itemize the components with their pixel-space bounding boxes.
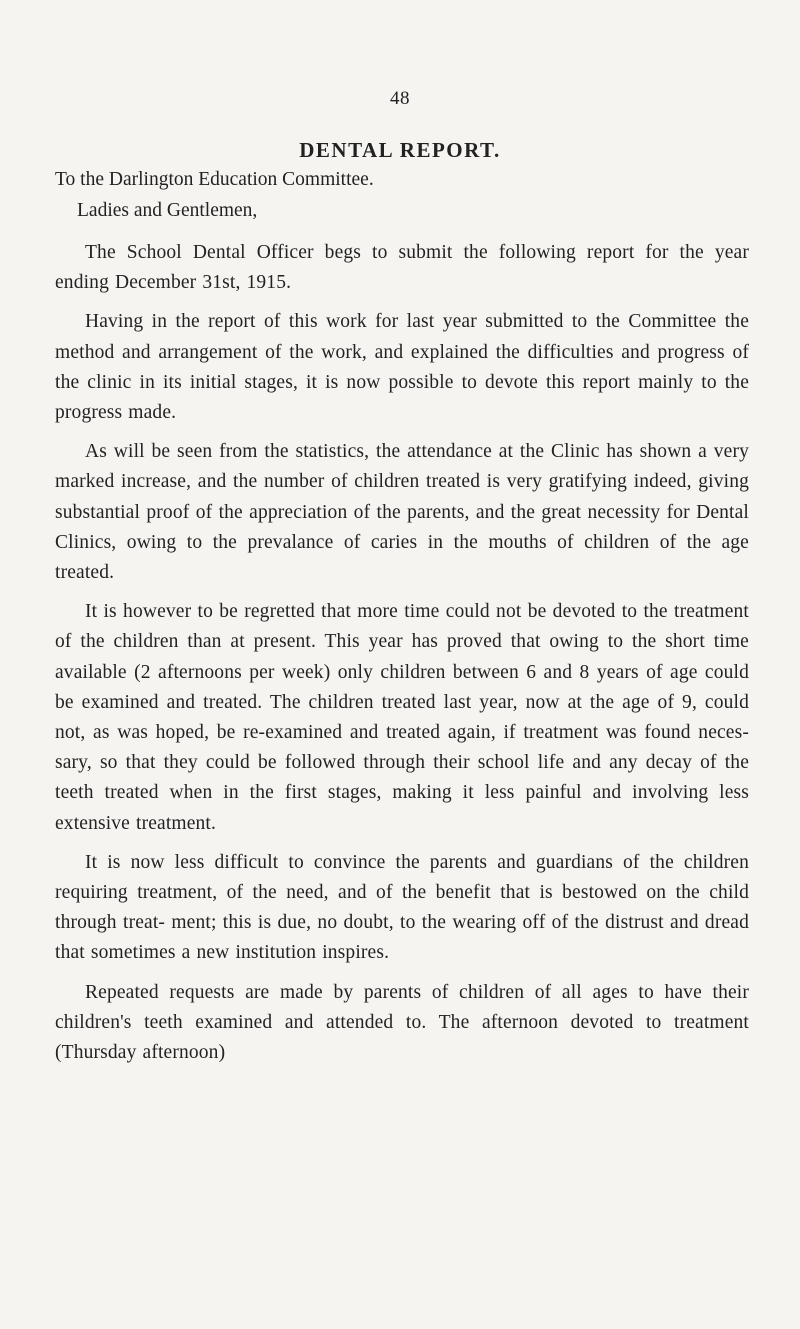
addressee-line: To the Darlington Education Committee. bbox=[55, 169, 374, 190]
greeting-line: Ladies and Gentlemen, bbox=[77, 200, 258, 221]
paragraph-4: It is however to be regretted that more time could not be devoted to the treatment of the children than at present. This year has proved that owing to the short time available (2 afternoons per week) only children between 6 and 8 years of age could be examined and treated. The children treated last year, now at the age of 9, could not, as was hoped, be re-examined and treated again, if treatment was found neces- sary, so that they could be followed through their school life and any decay of the teeth treated when in the first stages, making it less painful and involving less extensive treatment. bbox=[55, 601, 749, 834]
paragraph-6: Repeated requests are made by parents of children of all ages to have their children's teeth examined and attended to. The afternoon devoted to treatment (Thursday afternoon) bbox=[55, 981, 749, 1064]
paragraph-3: As will be seen from the statistics, the attendance at the Clinic has shown a very marked increase, and the number of children treated is very gratifying indeed, giving substantial proof of the appreciation of the parents, and the great necessity for Dental Clinics, owing to the prevalance of caries in the mouths of children of the age treated. bbox=[55, 441, 749, 584]
report-body bbox=[55, 238, 749, 1077]
report-title: DENTAL REPORT. bbox=[299, 138, 501, 162]
paragraph-2: Having in the report of this work for last year submitted to the Committee the method and arrangement of the work, and explained the difficulties and progress of the clinic in its initial stages, it is now possible to devote this report mainly to the progress made. bbox=[55, 311, 749, 424]
page-number: 48 bbox=[390, 88, 410, 109]
paragraph-5: It is now less difficult to convince the parents and guardians of the children requiring treatment, of the need, and of the benefit that is bestowed on the child through treat- ment; this is due, no doubt, to the wearing off of the distrust and dread that sometimes a new institution inspires. bbox=[55, 851, 749, 964]
paragraph-1: The School Dental Officer begs to submit the following report for the year ending December 31st, 1915. bbox=[55, 242, 749, 294]
